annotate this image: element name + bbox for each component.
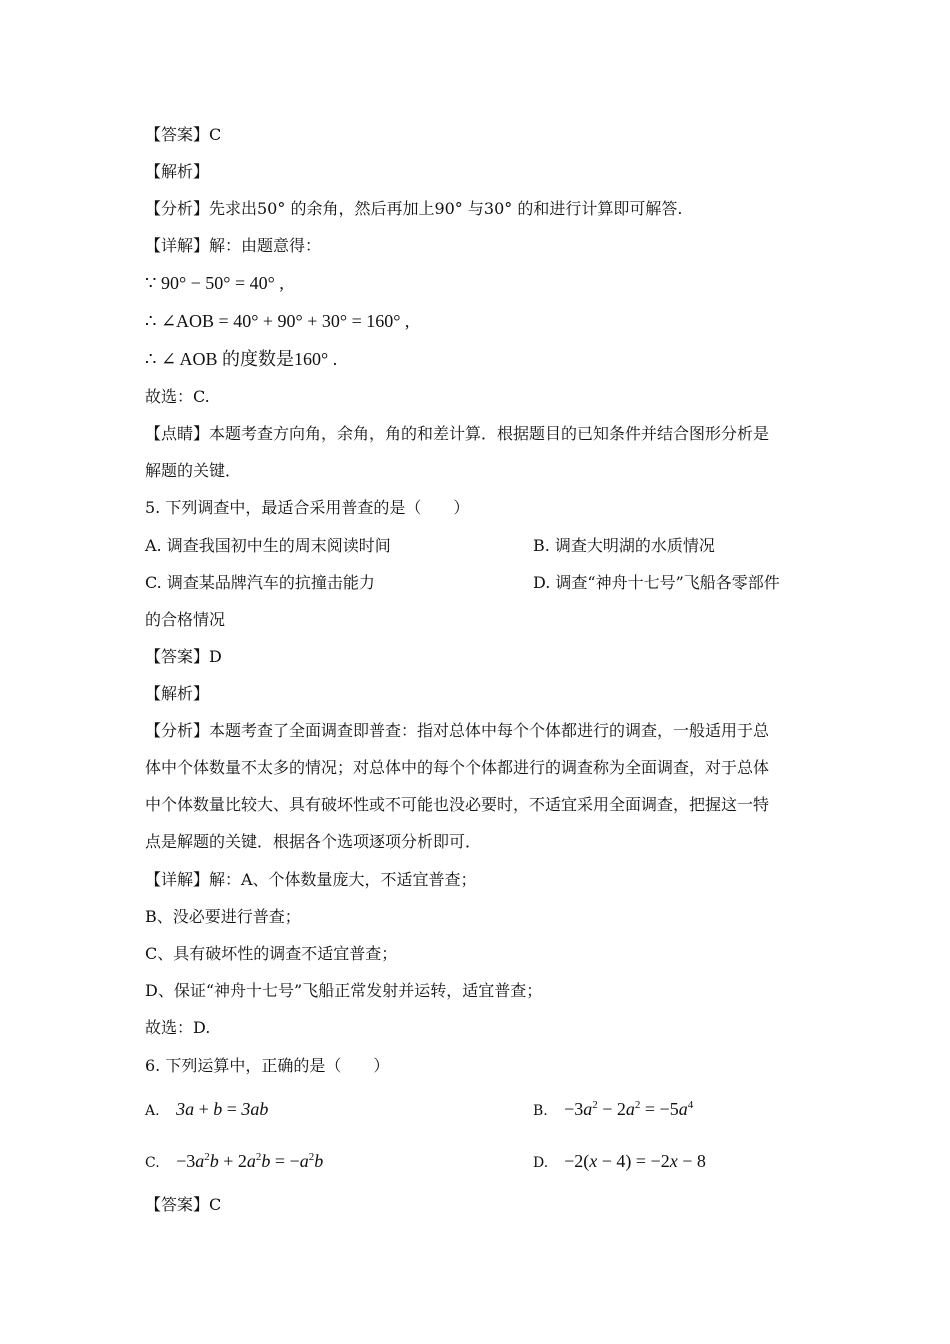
- q6-option-a: A. 3a + b = 3ab: [145, 1099, 269, 1119]
- q4-step-because: ∵ 90° − 50° = 40° ,: [145, 273, 284, 293]
- q6-answer: 【答案】C: [145, 1195, 222, 1214]
- q5-detail-line1: 【详解】解：A、个体数量庞大，不适宜普查；: [145, 870, 477, 889]
- q5-choice: 故选：D.: [145, 1018, 211, 1037]
- q6-option-b-formula: $-3a^2 - 2a^2 = -5a^4$: [564, 1099, 694, 1119]
- q6-option-d: D. −2(x − 4) = −2x − 8: [533, 1151, 706, 1171]
- q5-question: 5. 下列调查中，最适合采用普查的是（ ）: [145, 498, 470, 517]
- q5-option-a: A. 调查我国初中生的周末阅读时间: [145, 536, 391, 555]
- q6-question: 6. 下列运算中，正确的是（ ）: [145, 1056, 390, 1075]
- q5-analysis-line1: 【分析】本题考查了全面调查即普查：指对总体中每个个体都进行的调查，一般适用于总: [145, 721, 770, 740]
- q4-remark-line1: 【点睛】本题考查方向角，余角，角的和差计算．根据题目的已知条件并结合图形分析是: [145, 424, 770, 443]
- q5-option-d: D. 调查“神舟十七号”飞船各零部件: [533, 573, 780, 592]
- q5-analysis-line4: 点是解题的关键．根据各个选项逐项分析即可．: [145, 832, 482, 851]
- q5-option-b: B. 调查大明湖的水质情况: [533, 536, 715, 555]
- q5-detail-line3: C、具有破坏性的调查不适宜普查；: [145, 944, 398, 963]
- q4-step-therefore-1: ∴ ∠AOB = 40° + 90° + 30° = 160° ,: [145, 311, 410, 331]
- q4-analysis-heading: 【解析】: [145, 162, 210, 181]
- q4-remark-line2: 解题的关键．: [145, 461, 242, 480]
- q6-option-c: C. $-3a^2b + 2a^2b = -a^2b$: [145, 1151, 324, 1171]
- q6-option-a-formula: 3a + b = 3ab: [176, 1099, 269, 1119]
- q6-option-c-formula: $-3a^2b + 2a^2b = -a^2b$: [176, 1151, 324, 1171]
- q5-option-c: C. 调查某品牌汽车的抗撞击能力: [145, 573, 375, 592]
- q4-answer: 【答案】C: [145, 125, 222, 144]
- q5-detail-line2: B、没必要进行普查；: [145, 907, 301, 926]
- q4-step-therefore-2: ∴ ∠ AOB 的度数是160° .: [145, 349, 338, 369]
- q5-analysis-line2: 体中个体数量不太多的情况；对总体中的每个个体都进行的调查称为全面调查，对于总体: [145, 758, 770, 777]
- q5-detail-line4: D、保证“神舟十七号”飞船正常发射并运转，适宜普查；: [145, 981, 543, 1000]
- q5-answer: 【答案】D: [145, 647, 222, 666]
- q5-analysis-line3: 中个体数量比较大、具有破坏性或不可能也没必要时，不适宜采用全面调查，把握这一特: [145, 795, 770, 814]
- q6-option-b: B. $-3a^2 - 2a^2 = -5a^4$: [533, 1099, 694, 1119]
- q4-analysis-text: 【分析】先求出50° 的余角，然后再加上90° 与30° 的和进行计算即可解答.: [145, 199, 683, 218]
- q6-option-d-formula: −2(x − 4) = −2x − 8: [564, 1151, 706, 1171]
- q5-option-d-continued: 的合格情况: [145, 610, 226, 629]
- q4-detail-heading: 【详解】解：由题意得：: [145, 236, 322, 255]
- q5-analysis-heading: 【解析】: [145, 684, 210, 703]
- q4-choice: 故选：C.: [145, 387, 210, 406]
